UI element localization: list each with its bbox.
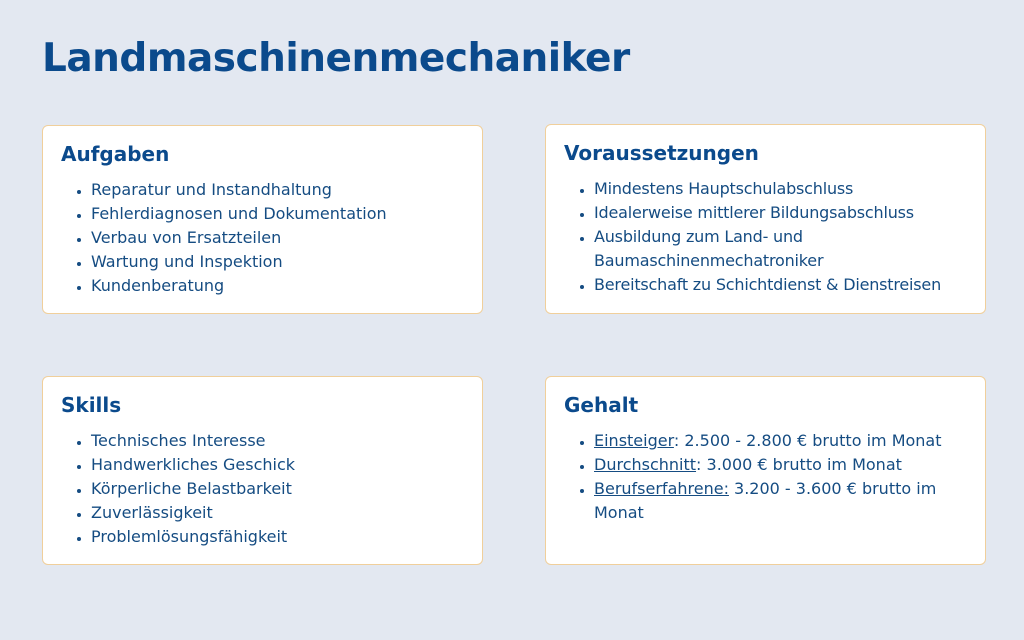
gehalt-value-durchschnitt: : 3.000 € brutto im Monat bbox=[696, 455, 902, 474]
list-item: • Fehlerdiagnosen und Dokumentation bbox=[91, 202, 462, 226]
list-item: • Körperliche Belastbarkeit bbox=[91, 477, 462, 501]
gehalt-value-berufserfahrene: 3.200 - 3.600 € brutto im Monat bbox=[594, 479, 937, 522]
gehalt-card bbox=[545, 376, 986, 565]
aufgaben-card bbox=[42, 125, 483, 314]
list-item: • Mindestens Hauptschulabschluss bbox=[594, 177, 965, 201]
voraussetzungen-heading: Voraussetzungen bbox=[564, 141, 759, 165]
list-item: • Idealerweise mittlerer Bildungsabschluss bbox=[594, 201, 965, 225]
gehalt-list bbox=[564, 429, 965, 525]
list-item: • Bereitschaft zu Schichtdienst & Dienstreisen bbox=[594, 273, 965, 297]
aufgaben-heading: Aufgaben bbox=[61, 142, 170, 166]
skills-card bbox=[42, 376, 483, 565]
list-item: • Problemlösungsfähigkeit bbox=[91, 525, 462, 549]
gehalt-label-durchschnitt: Durchschnitt bbox=[594, 455, 697, 474]
list-item: • Ausbildung zum Land- und Baumaschinenmechatroniker bbox=[594, 225, 965, 273]
list-item: • Technisches Interesse bbox=[91, 429, 462, 453]
voraussetzungen-list bbox=[564, 177, 965, 297]
aufgaben-list bbox=[61, 178, 462, 298]
gehalt-label-einsteiger: Einsteiger bbox=[594, 431, 674, 450]
list-item bbox=[594, 453, 965, 477]
list-item: • Verbau von Ersatzteilen bbox=[91, 226, 462, 250]
skills-list bbox=[61, 429, 462, 549]
skills-heading: Skills bbox=[61, 393, 122, 417]
list-item bbox=[594, 429, 965, 453]
gehalt-heading: Gehalt bbox=[564, 393, 639, 417]
list-item: • Zuverlässigkeit bbox=[91, 501, 462, 525]
list-item bbox=[594, 477, 965, 525]
list-item: • Wartung und Inspektion bbox=[91, 250, 462, 274]
gehalt-value-einsteiger: : 2.500 - 2.800 € brutto im Monat bbox=[673, 431, 942, 450]
gehalt-label-berufserfahrene: Berufserfahrene: bbox=[594, 479, 729, 498]
list-item: • Kundenberatung bbox=[91, 274, 462, 298]
list-item: • Reparatur und Instandhaltung bbox=[91, 178, 462, 202]
voraussetzungen-card bbox=[545, 124, 986, 314]
page-title: Landmaschinenmechaniker bbox=[42, 36, 630, 81]
list-item: • Handwerkliches Geschick bbox=[91, 453, 462, 477]
